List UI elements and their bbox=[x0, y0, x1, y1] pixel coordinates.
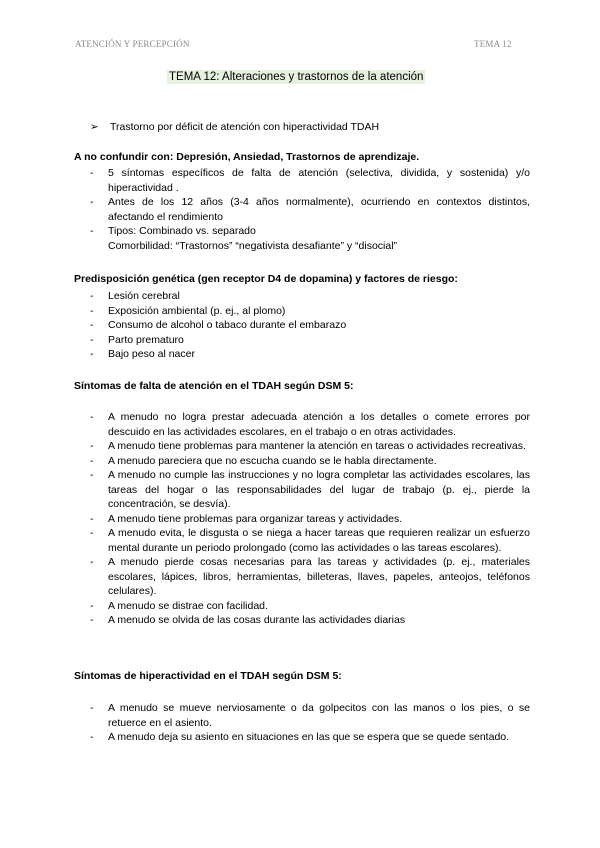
list-item bbox=[74, 347, 530, 362]
main-bullet bbox=[90, 121, 379, 133]
list-item bbox=[74, 224, 530, 253]
list-item-text: A menudo pareciera que no escucha cuando se le habla directamente. bbox=[108, 454, 437, 467]
list-item bbox=[74, 454, 530, 469]
dash-bullet: - bbox=[90, 196, 94, 208]
dash-bullet: - bbox=[90, 512, 94, 525]
dash-bullet: - bbox=[90, 290, 94, 302]
list-item-text: Exposición ambiental (p. ej., al plomo) bbox=[108, 304, 286, 317]
dash-bullet: - bbox=[90, 411, 94, 423]
main-bullet-text: Trastorno por déficit de atención con hiperactividad TDAH bbox=[110, 121, 380, 133]
list-item bbox=[74, 333, 530, 348]
dash-bullet: - bbox=[90, 599, 94, 612]
list-item bbox=[74, 468, 530, 512]
list-item-text: Parto prematuro bbox=[108, 333, 184, 346]
list-item bbox=[74, 166, 530, 195]
list-item-text: A menudo deja su asiento en situaciones en las que se espera que se quede sentado. bbox=[108, 731, 510, 743]
running-header-left: ATENCIÓN Y PERCEPCIÓN bbox=[75, 39, 190, 49]
list-item-text: Bajo peso al nacer bbox=[108, 348, 195, 360]
list-item-text: Consumo de alcohol o tabaco durante el embarazo bbox=[108, 319, 347, 331]
list-item-text: A menudo tiene problemas para mantener la atención en tareas o actividades recreativas. bbox=[108, 440, 526, 452]
dash-bullet: - bbox=[90, 614, 94, 626]
list-item bbox=[74, 439, 530, 454]
list-item-text: A menudo no cumple las instrucciones y no logra completar las actividades escolares, las tareas del hogar o las responsabilidades del lugar de trabajo (p. ej., pierde la concentración, se desvía). bbox=[108, 469, 530, 510]
list-item bbox=[74, 701, 530, 730]
list-item-text: A menudo se mueve nerviosamente o da golpecitos con las manos o los pies, o se retuerce en el asiento. bbox=[108, 702, 530, 729]
dash-bullet: - bbox=[90, 225, 94, 237]
section-heading-no-confundir: A no confundir con: Depresión, Ansiedad, Trastornos de aprendizaje. bbox=[74, 151, 420, 163]
list-item-text: A menudo pierde cosas necesarias para las tareas y actividades (p. ej., materiales escolares, lápices, libros, herramientas, billeteras, llaves, papeles, anteojos, teléfonos celulares). bbox=[108, 556, 530, 597]
list-item-text: 5 síntomas específicos de falta de atención (selectiva, dividida, y sostenida) y/o hiperactividad . bbox=[108, 167, 530, 194]
section-heading-hiperactividad: Síntomas de hiperactividad en el TDAH según DSM 5: bbox=[74, 670, 342, 682]
dash-bullet: - bbox=[90, 348, 94, 360]
dash-bullet: - bbox=[90, 304, 94, 317]
list-item bbox=[74, 512, 530, 527]
list-item-text: Lesión cerebral bbox=[108, 290, 180, 302]
list-predisposicion bbox=[74, 289, 530, 362]
list-item-text: Tipos: Combinado vs. separado bbox=[108, 225, 256, 237]
dash-bullet: - bbox=[90, 527, 94, 539]
list-item bbox=[74, 410, 530, 439]
arrow-bullet-icon: ➢ bbox=[90, 121, 99, 133]
list-item bbox=[74, 526, 530, 555]
list-item-text: A menudo se olvida de las cosas durante las actividades diarias bbox=[108, 614, 406, 626]
list-item-text: Antes de los 12 años (3-4 años normalmente), ocurriendo en contextos distintos, afectando el rendimiento bbox=[108, 196, 530, 223]
list-item bbox=[74, 195, 530, 224]
dash-bullet: - bbox=[90, 319, 94, 331]
dash-bullet: - bbox=[90, 469, 94, 481]
dash-bullet: - bbox=[90, 702, 94, 714]
list-item bbox=[74, 318, 530, 333]
list-item-text: A menudo tiene problemas para organizar tareas y actividades. bbox=[108, 512, 403, 525]
list-no-confundir bbox=[74, 166, 530, 253]
dash-bullet: - bbox=[90, 440, 94, 452]
list-item bbox=[74, 289, 530, 304]
dash-bullet: - bbox=[90, 333, 94, 346]
dash-bullet: - bbox=[90, 731, 94, 743]
list-item bbox=[74, 613, 530, 628]
list-item-text: A menudo evita, le disgusta o se niega a hacer tareas que requieren realizar un esfuerzo mental durante un periodo prolongado (como las actividades o las tareas escolares). bbox=[108, 527, 530, 554]
page-title: TEMA 12: Alteraciones y trastornos de la atención bbox=[169, 71, 424, 83]
list-hiperactividad bbox=[74, 701, 530, 745]
dash-bullet: - bbox=[90, 454, 94, 467]
section-heading-predisposicion: Predisposición genética (gen receptor D4 de dopamina) y factores de riesgo: bbox=[74, 273, 458, 285]
list-item-text: A menudo no logra prestar adecuada atención a los detalles o comete errores por descuido en las actividades escolares, en el trabajo o en otras actividades. bbox=[108, 411, 530, 438]
list-item bbox=[74, 555, 530, 599]
dash-bullet: - bbox=[90, 167, 94, 179]
list-item bbox=[74, 730, 530, 745]
section-heading-falta-atencion: Síntomas de falta de atención en el TDAH según DSM 5: bbox=[74, 380, 354, 392]
list-item-continuation: Comorbilidad: “Trastornos” “negativista desafiante” y “disocial” bbox=[108, 239, 398, 252]
list-item bbox=[74, 304, 530, 319]
running-header-right: TEMA 12 bbox=[474, 39, 512, 49]
list-falta-atencion bbox=[74, 410, 530, 628]
dash-bullet: - bbox=[90, 556, 94, 568]
list-item bbox=[74, 599, 530, 614]
list-item-text: A menudo se distrae con facilidad. bbox=[108, 599, 268, 612]
